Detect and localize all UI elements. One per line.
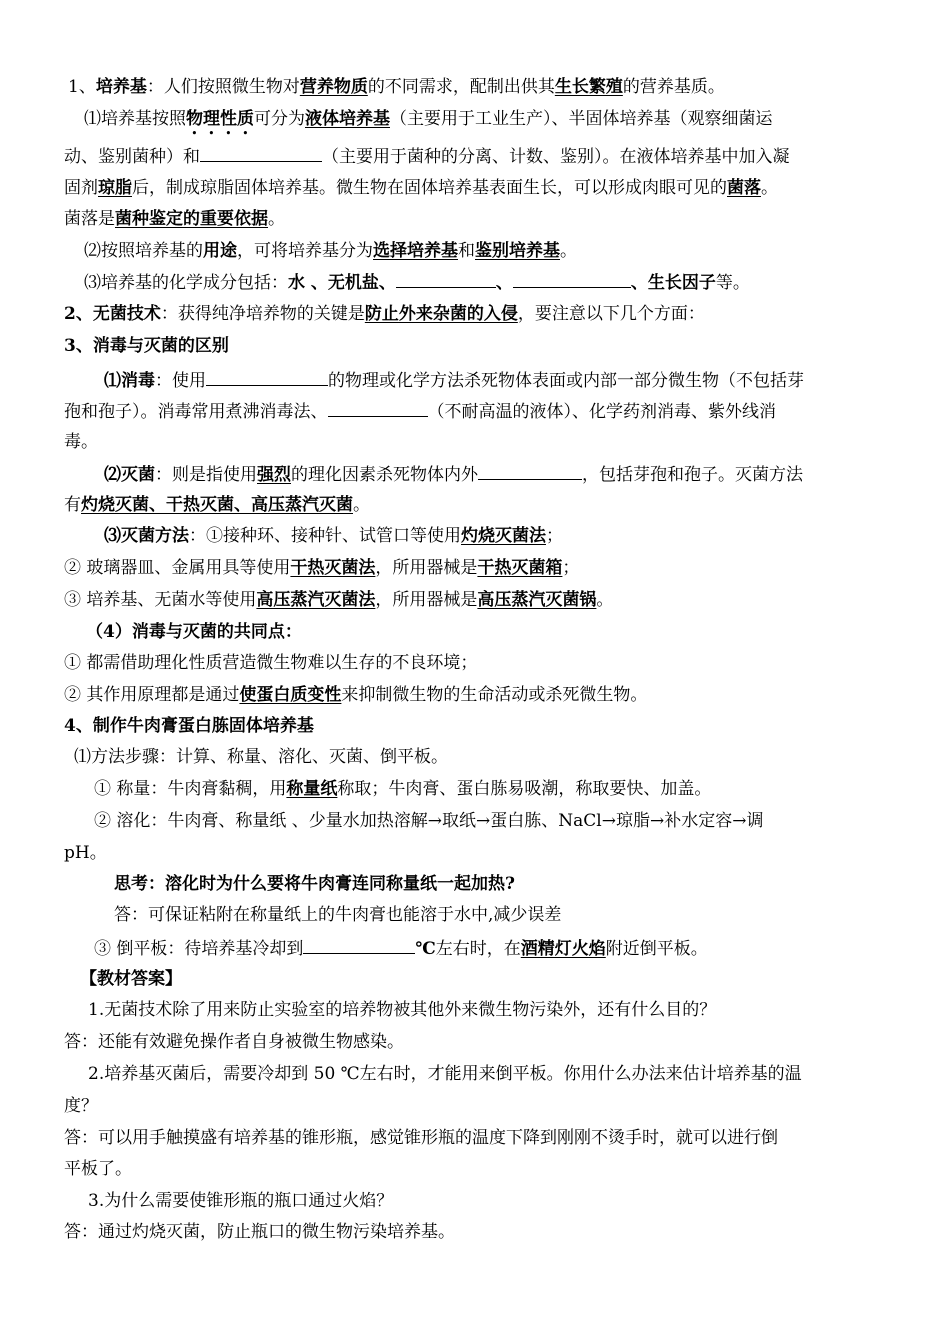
s5-question-2: 2.培养基灭菌后，需要冷却到 50 ℃左右时，才能用来倒平板。你用什么办法来估计培养基的温 xyxy=(88,1064,802,1084)
s1-line-2 xyxy=(84,108,773,139)
s3-line-5 xyxy=(64,494,370,516)
text: ，包括芽孢和孢子。灭菌方法 xyxy=(582,465,803,485)
s5-answer-3: 答：通过灼烧灭菌，防止瓶口的微生物污染培养基。 xyxy=(64,1222,455,1242)
s2-line xyxy=(64,303,705,325)
s3-line-7 xyxy=(64,557,579,579)
text: 。 xyxy=(353,495,370,515)
key-term: 用途 xyxy=(203,241,237,261)
key-term: 菌种鉴定的重要依据 xyxy=(115,209,268,229)
text: ⑴培养基按照 xyxy=(84,109,186,129)
text: ，要注意以下几个方面： xyxy=(517,304,705,324)
key-term: 高压蒸汽灭菌锅 xyxy=(477,590,597,610)
fill-blank[interactable] xyxy=(328,400,428,417)
s4-line-4: pH。 xyxy=(64,843,107,863)
s3-title: 3、消毒与灭菌的区别 xyxy=(64,336,229,356)
key-term: 干热灭菌箱 xyxy=(477,558,563,578)
unit: ℃ xyxy=(415,939,436,959)
text: ⑵按照培养基的 xyxy=(84,241,203,261)
key-term: 高压蒸汽灭菌法 xyxy=(256,590,376,610)
fill-blank[interactable] xyxy=(206,369,328,386)
key-term: 使蛋白质变性 xyxy=(239,685,342,705)
text: ：①接种环、接种针、试管口等使用 xyxy=(189,526,461,546)
s4-line-1: ⑴方法步骤：计算、称量、溶化、灭菌、倒平板。 xyxy=(74,747,448,767)
text: ； xyxy=(562,558,580,578)
key-term: 灼烧灭菌、干热灭菌、高压蒸汽灭菌 xyxy=(81,495,353,515)
fill-blank[interactable] xyxy=(478,463,582,480)
heading: ⑵灭菌 xyxy=(104,465,155,485)
s4-line-2 xyxy=(94,778,711,800)
key-term: 液体培养基 xyxy=(305,109,390,129)
term-culture-medium: 培养基 xyxy=(95,77,147,97)
key-term: 防止外来杂菌的入侵 xyxy=(364,304,518,324)
key-term: 称量纸 xyxy=(286,779,338,799)
text: ，所用器械是 xyxy=(375,590,478,610)
text: ，所用器械是 xyxy=(375,558,478,578)
key-term: 、生长因子 xyxy=(630,273,716,293)
fill-blank[interactable] xyxy=(303,937,415,954)
text: ② 其作用原理都是通过 xyxy=(64,685,240,705)
text: 的营养基质。 xyxy=(622,77,725,97)
text: 、 xyxy=(495,273,513,293)
key-term: 菌落 xyxy=(727,178,761,198)
text: ，可将培养基分为 xyxy=(237,241,373,261)
fill-blank[interactable] xyxy=(513,271,631,288)
text: 。 xyxy=(596,590,614,610)
s5-answer-2: 答：可以用手触摸盛有培养基的锥形瓶，感觉锥形瓶的温度下降到刚刚不烫手时，就可以进行倒 xyxy=(64,1128,778,1148)
key-term: 水 、无机盐、 xyxy=(288,273,396,293)
s5-question-1: 1.无菌技术除了用来防止实验室的培养物被其他外来微生物污染外，还有什么目的？ xyxy=(88,1000,717,1020)
key-term: 强烈 xyxy=(257,465,291,485)
heading: 2、无菌技术 xyxy=(64,304,161,324)
s3-line-10: ① 都需借助理化性质营造微生物难以生存的不良环境； xyxy=(64,653,478,673)
s3-line-9: （4）消毒与灭菌的共同点： xyxy=(86,622,302,642)
text: 称取；牛肉膏、蛋白胨易吸潮，称取要快、加盖。 xyxy=(337,779,712,799)
text: （主要用于菌种的分离、计数、鉴别）。在液体培养基中加入凝 xyxy=(322,147,790,167)
text: 等。 xyxy=(715,273,750,293)
key-term: 生长繁殖 xyxy=(554,77,623,97)
text: 的物理或化学方法杀死物体表面或内部一部分微生物（不包括芽 xyxy=(328,371,804,391)
text: 可分为 xyxy=(254,109,305,129)
s3-line-2 xyxy=(64,400,776,423)
text: （主要用于工业生产）、半固体培养基（观察细菌运 xyxy=(390,109,773,129)
text: ：获得纯净培养物的关键是 xyxy=(160,304,365,324)
text: 固剂 xyxy=(64,178,98,198)
s1-line-4 xyxy=(64,177,778,199)
s5-question-2-cont: 度？ xyxy=(64,1096,98,1116)
text: 附近倒平板。 xyxy=(605,939,708,959)
text: 动、鉴别菌种）和 xyxy=(64,147,200,167)
s3-line-11 xyxy=(64,684,647,706)
text: ：人们按照微生物对 xyxy=(146,77,300,97)
s1-line-1 xyxy=(68,76,725,98)
fill-blank[interactable] xyxy=(200,145,322,162)
text: ① 称量：牛肉膏黏稠，用 xyxy=(94,779,287,799)
s5-answer-1: 答：还能有效避免操作者自身被微生物感染。 xyxy=(64,1032,404,1052)
s4-line-7 xyxy=(94,937,708,960)
key-term: 营养物质 xyxy=(299,77,368,97)
text: ：使用 xyxy=(155,371,206,391)
text: ② 玻璃器皿、金属用具等使用 xyxy=(64,558,291,578)
s3-line-6 xyxy=(104,525,563,547)
text: 1、 xyxy=(68,77,96,97)
text: ：则是指使用 xyxy=(155,465,257,485)
s3-line-8 xyxy=(64,589,613,611)
text: 菌落是 xyxy=(64,209,115,229)
text: 的理化因素杀死物体内外 xyxy=(291,465,478,485)
key-term: 干热灭菌法 xyxy=(290,558,376,578)
text: 后，制成琼脂固体培养基。微生物在固体培养基表面生长，可以形成肉眼可见的 xyxy=(132,178,727,198)
text: 来抑制微生物的生命活动或杀死微生物。 xyxy=(341,685,648,705)
s1-line-3 xyxy=(64,145,790,168)
s3-line-1 xyxy=(104,369,804,392)
key-term: 琼脂 xyxy=(98,178,132,198)
s4-title: 4、制作牛肉膏蛋白胨固体培养基 xyxy=(64,716,314,736)
text: 和 xyxy=(458,241,475,261)
key-term: 酒精灯火焰 xyxy=(520,939,606,959)
s5-title: 【教材答案】 xyxy=(80,969,182,989)
dotted-term: 物理性质 xyxy=(186,109,254,129)
s5-answer-2-cont: 平板了。 xyxy=(64,1159,132,1179)
s4-line-3: ② 溶化：牛肉膏、称量纸 、少量水加热溶解→取纸→蛋白胨、NaCl→琼脂→补水定容→调 xyxy=(94,811,764,831)
s1-line-7 xyxy=(84,271,750,294)
text: ③ 倒平板：待培养基冷却到 xyxy=(94,939,304,959)
s4-think-question: 思考：溶化时为什么要将牛肉膏连同称量纸一起加热? xyxy=(114,874,515,894)
text: 的不同需求，配制出供其 xyxy=(367,77,555,97)
fill-blank[interactable] xyxy=(396,271,496,288)
heading: ⑶灭菌方法 xyxy=(104,526,189,546)
text: 有 xyxy=(64,495,81,515)
text: 孢和孢子）。消毒常用煮沸消毒法、 xyxy=(64,402,328,422)
text: 。 xyxy=(560,241,577,261)
key-term: 选择培养基 xyxy=(373,241,458,261)
text: 。 xyxy=(761,178,778,198)
s3-line-3: 毒。 xyxy=(64,432,98,452)
text: ③ 培养基、无菌水等使用 xyxy=(64,590,257,610)
s3-line-4 xyxy=(104,463,803,486)
text: ； xyxy=(546,526,563,546)
s1-line-5 xyxy=(64,208,285,230)
s5-question-3: 3.为什么需要使锥形瓶的瓶口通过火焰？ xyxy=(88,1191,394,1211)
text: 。 xyxy=(268,209,285,229)
text: 左右时，在 xyxy=(435,939,521,959)
text: ⑶培养基的化学成分包括： xyxy=(84,273,288,293)
key-term: 灼烧灭菌法 xyxy=(461,526,546,546)
s1-line-6 xyxy=(84,240,577,262)
s4-think-answer: 答：可保证粘附在称量纸上的牛肉膏也能溶于水中,减少误差 xyxy=(114,905,562,925)
heading: ⑴消毒 xyxy=(104,371,155,391)
key-term: 鉴别培养基 xyxy=(475,241,560,261)
text: （不耐高温的液体）、化学药剂消毒、紫外线消 xyxy=(427,402,776,422)
